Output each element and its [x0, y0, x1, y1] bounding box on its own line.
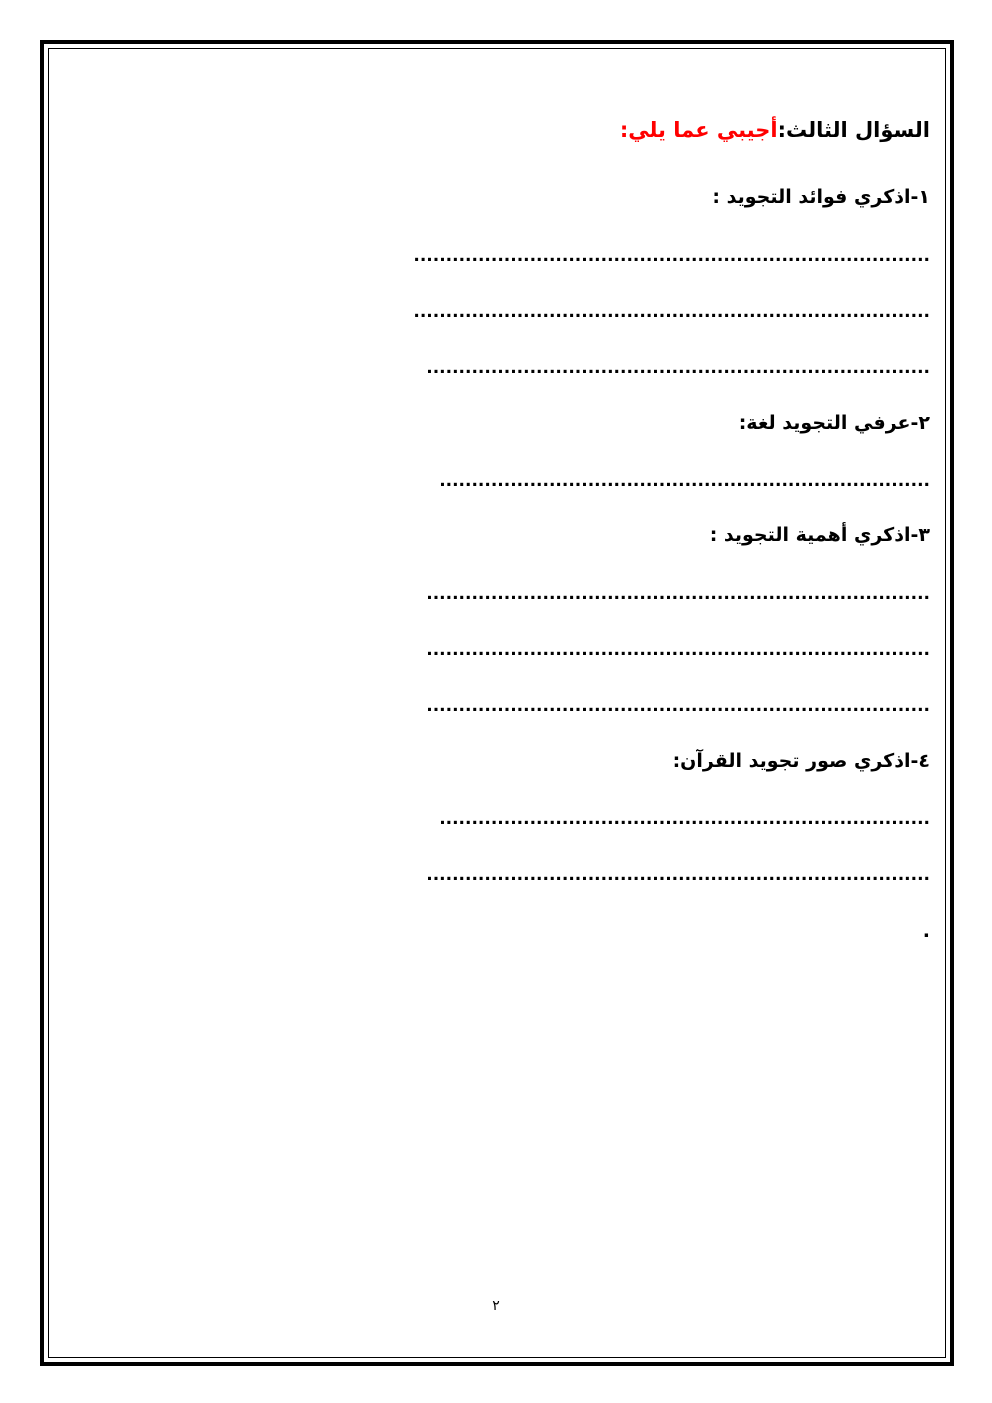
answer-line-1-1[interactable]: ................................................................................	[413, 246, 930, 266]
answer-line-3-1[interactable]: ..............................................................................	[426, 584, 930, 604]
answer-line-2-1[interactable]: ............................................................................	[439, 471, 930, 491]
question-4-label: ٤-اذكري صور تجويد القرآن:	[672, 750, 930, 772]
answer-line-3-3[interactable]: ..............................................................................	[426, 696, 930, 716]
heading-title: السؤال الثالث:	[777, 118, 930, 142]
answer-line-4-2[interactable]: ..............................................................................	[426, 865, 930, 885]
trailing-period: .	[922, 920, 930, 942]
question-2-label: ٢-عرفي التجويد لغة:	[738, 412, 930, 434]
answer-line-1-2[interactable]: ................................................................................	[413, 302, 930, 322]
answer-line-4-1[interactable]: ............................................................................	[439, 809, 930, 829]
section-heading	[620, 118, 930, 142]
question-1-label: ١-اذكري فوائد التجويد :	[712, 186, 930, 208]
answer-line-1-3[interactable]: ..............................................................................	[426, 358, 930, 378]
page-number: ٢	[492, 1298, 500, 1314]
answer-line-3-2[interactable]: ..............................................................................	[426, 640, 930, 660]
question-3-label: ٣-اذكري أهمية التجويد :	[709, 524, 930, 546]
heading-instruction: أجيبي عما يلي:	[619, 118, 778, 142]
